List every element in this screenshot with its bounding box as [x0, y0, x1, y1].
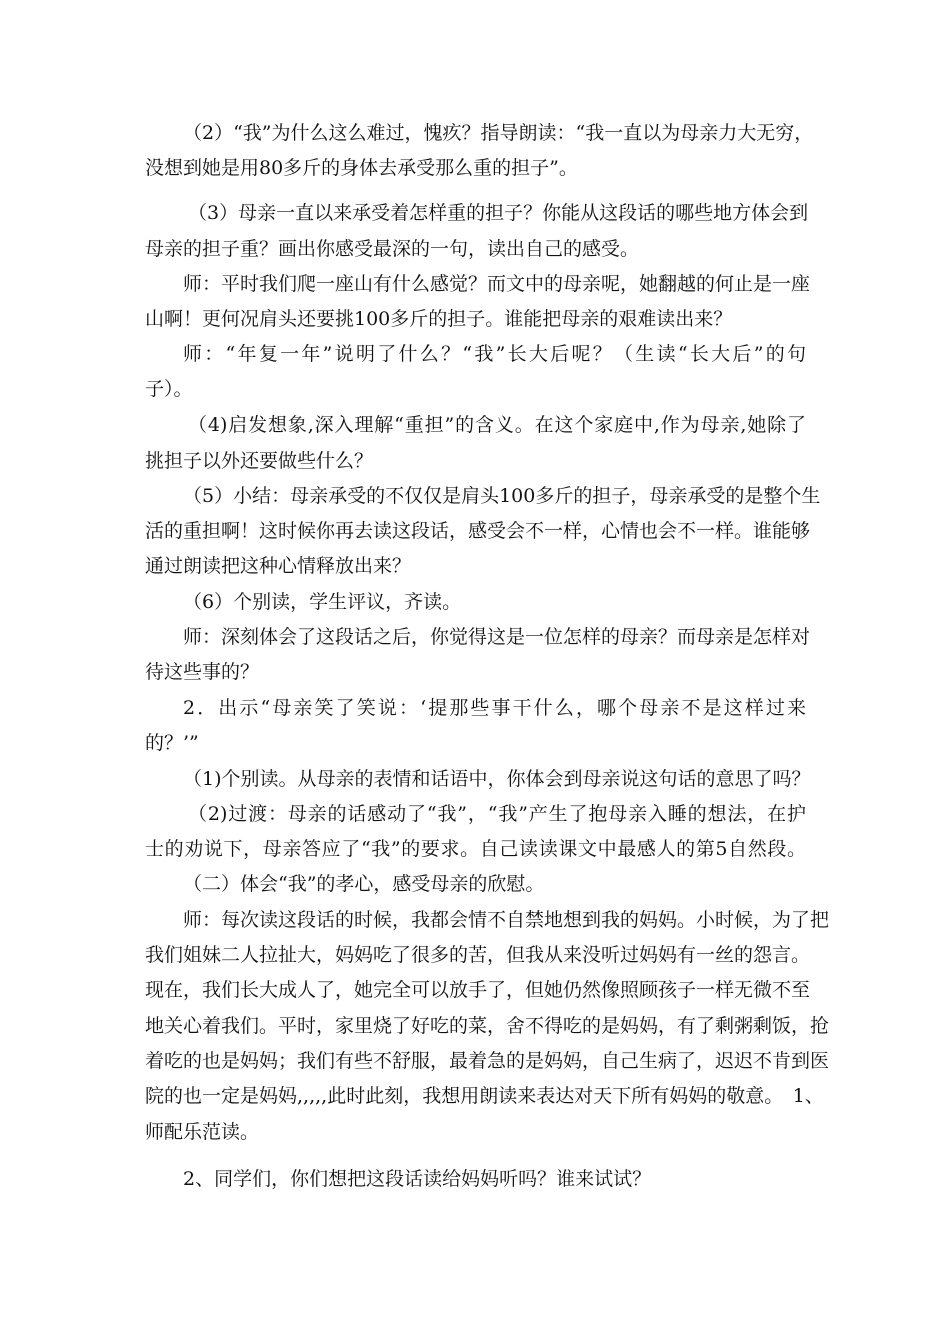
- text-line: 师：平时我们爬一座山有什么感觉？而文中的母亲呢，她翻越的何止是一座: [183, 273, 811, 295]
- text-line: 院的也一定是妈妈,,,,,此时此刻，我想用朗读来表达对天下所有妈妈的敬意。 1、: [145, 1085, 824, 1107]
- text-line: （1)个别读。从母亲的表情和话语中，你体会到母亲说这句话的意思了吗？: [183, 768, 811, 790]
- text-line: 我们姐妹二人拉扯大，妈妈吃了很多的苦，但我从来没听过妈妈有一丝的怨言。: [145, 944, 811, 966]
- text-line: 活的重担啊！这时候你再去读这段话，感受会不一样，心情也会不一样。谁能够: [145, 520, 811, 542]
- text-line: 2．出示“母亲笑了笑说：‘提那些事干什么，哪个母亲不是这样过来: [183, 697, 806, 719]
- text-line: （6）个别读，学生评议，齐读。: [183, 591, 462, 613]
- text-line: 2、同学们，你们想把这段话读给妈妈听吗？谁来试试？: [183, 1168, 652, 1190]
- text-line: 着吃的也是妈妈；我们有些不舒服，最着急的是妈妈，自己生病了，迟迟不肯到医: [145, 1050, 830, 1072]
- text-line: 师：每次读这段话的时候，我都会情不自禁地想到我的妈妈。小时候，为了把: [183, 909, 830, 931]
- text-line: 母亲的担子重？画出你感受最深的一句，读出自己的感受。: [145, 238, 640, 260]
- text-line: 师：深刻体会了这段话之后，你觉得这是一位怎样的母亲？而母亲是怎样对: [183, 626, 811, 648]
- text-line: 的？’”: [145, 732, 199, 754]
- text-line: 通过朗读把这种心情释放出来？: [145, 555, 412, 577]
- text-line: 没想到她是用80多斤的身体去承受那么重的担子”。: [145, 157, 578, 179]
- text-line: （2)过渡：母亲的话感动了“我”，“我”产生了抱母亲入睡的想法，在护: [188, 803, 806, 825]
- text-line: 山啊！更何况肩头还要挑100多斤的担子。谁能把母亲的艰难读出来？: [145, 308, 733, 330]
- text-line: 师：“年复一年”说明了什么？“我”长大后呢？（生读“长大后”的句: [183, 343, 806, 365]
- text-line: 待这些事的？: [145, 661, 260, 683]
- text-line: 挑担子以外还要做些什么？: [145, 450, 374, 472]
- text-line: 子）。: [145, 378, 193, 400]
- text-line: 师配乐范读。: [145, 1121, 260, 1143]
- text-line: （5）小结：母亲承受的不仅仅是肩头100多斤的担子，母亲承受的是整个生: [183, 485, 821, 507]
- text-line: 士的劝说下，母亲答应了“我”的要求。自己读读课文中最感人的第5自然段。: [145, 838, 806, 860]
- text-line: （3）母亲一直以来承受着怎样重的担子？你能从这段话的哪些地方体会到: [188, 202, 809, 224]
- text-line: （2）“我”为什么这么难过，愧疚？指导朗读：“我一直以为母亲力大无穷，: [183, 122, 814, 144]
- text-line: 地关心着我们。平时，家里烧了好吃的菜，舍不得吃的是妈妈，有了剩粥剩饭，抢: [145, 1015, 830, 1037]
- text-line: （4)启发想象,深入理解“重担”的含义。在这个家庭中,作为母亲,她除了: [188, 414, 806, 436]
- text-line: 现在，我们长大成人了，她完全可以放手了，但她仍然像照顾孩子一样无微不至: [145, 979, 811, 1001]
- text-line: （二）体会“我”的孝心，感受母亲的欣慰。: [183, 873, 545, 895]
